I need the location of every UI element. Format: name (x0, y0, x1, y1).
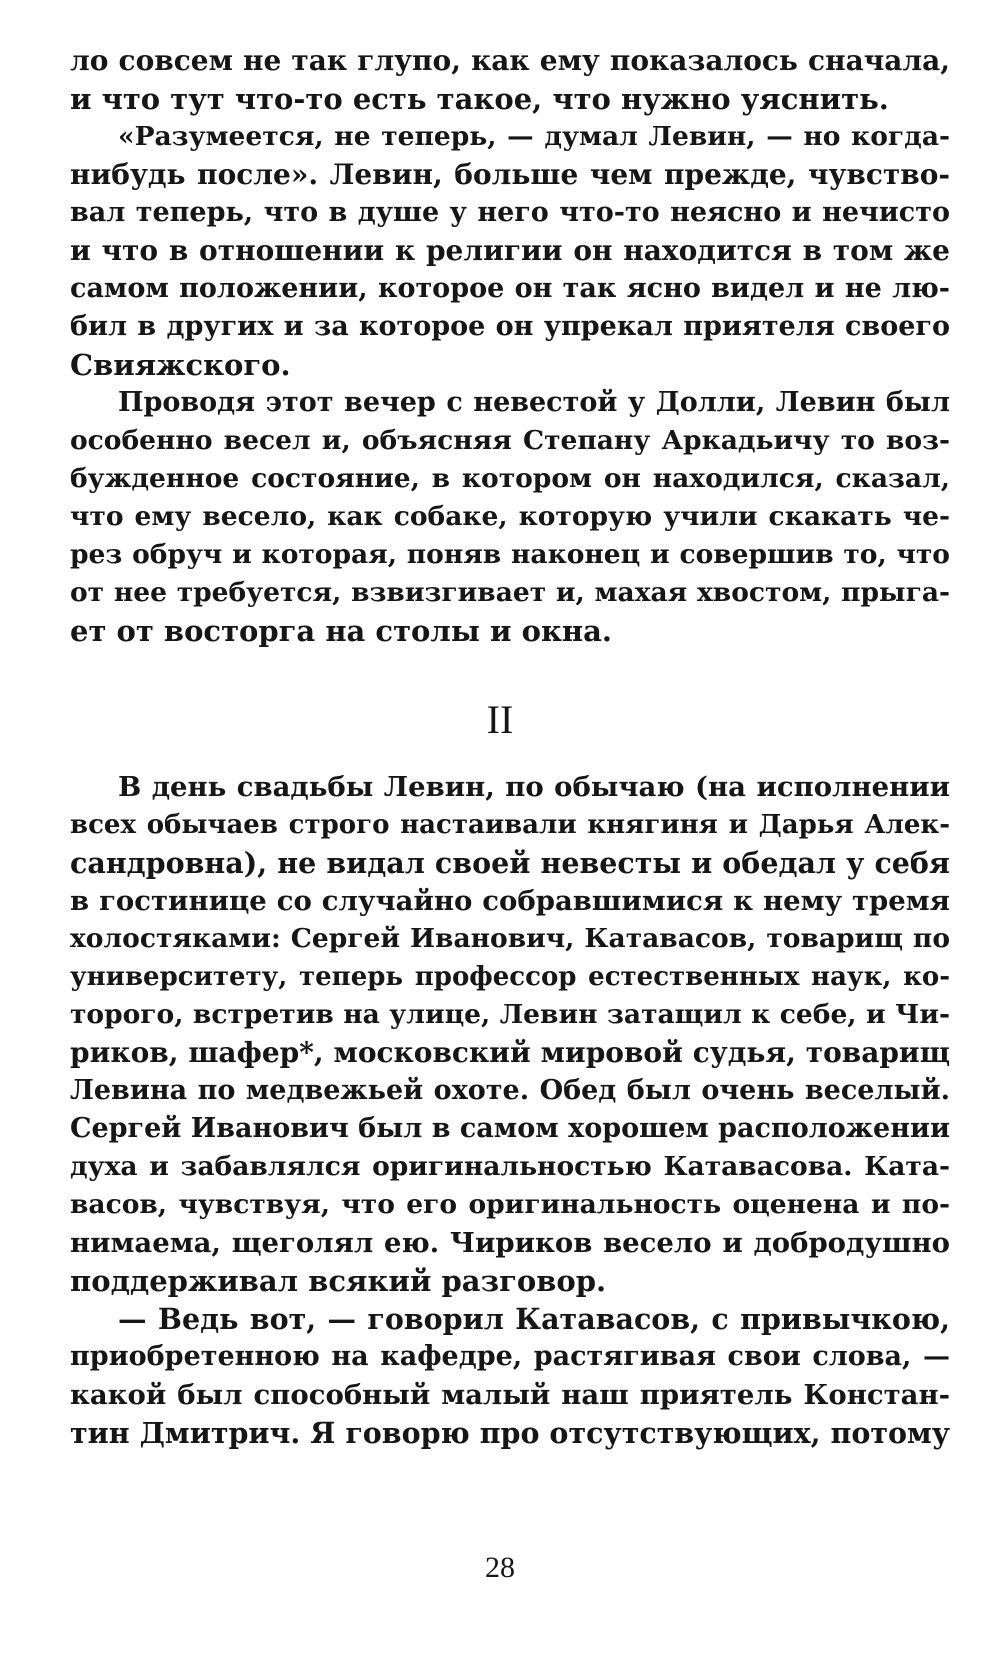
text-line: сандровна), не видал своей невесты и обедал у себя (70, 846, 950, 880)
text-line: Проводя этот вечер с невестой у Долли, Левин был (118, 387, 950, 418)
text-line: какой был способный малый наш приятель Констан- (70, 1379, 950, 1411)
text-line: торого, встретив на улице, Левин затащил к себе, и Чи- (70, 999, 950, 1030)
text-line: духа и забавлялся оригинальностью Катавасова. Ката- (70, 1151, 950, 1182)
text-line: поддерживал всякий разговор. (70, 1264, 607, 1298)
text-line: и что в отношении к религии он находится в том же (70, 234, 950, 267)
text-line: В день свадьбы Левин, по обычаю (на исполнении (118, 771, 950, 803)
text-line: нимаема, щеголял ею. Чириков весело и добродушно (70, 1227, 950, 1259)
text-line: ло совсем не так глупо, как ему показалось сначала, (70, 44, 950, 77)
text-line: и что тут что-то есть такое, что нужно уяснить. (70, 82, 889, 116)
text-line: приобретенною на кафедре, растягивая свои слова, — (70, 1341, 950, 1372)
text-line: риков, шафер*, московский мировой судья, товарищ (70, 1036, 950, 1069)
text-line: «Разумеется, не теперь, — думал Левин, — но когда- (118, 121, 950, 152)
bottom-text-block (70, 768, 950, 1452)
text-line: бужденное состояние, в котором он находился, сказал, (70, 463, 950, 494)
text-line: в гостинице со случайно собравшимися к нему тремя (70, 885, 950, 917)
text-line: Свияжского. (70, 348, 291, 382)
text-line: бил в других и за которое он упрекал приятеля своего (70, 311, 950, 342)
text-line: университету, теперь профессор естественных наук, ко- (70, 962, 950, 992)
page-number: 28 (485, 1551, 515, 1584)
text-line: вал теперь, что в душе у него что-то неясно и нечисто (70, 197, 950, 228)
text-line: ет от восторга на столы и окна. (70, 614, 613, 648)
chapter-heading: II (486, 697, 514, 742)
text-line: Левина по медвежьей охоте. Обед был очень веселый. (70, 1075, 950, 1106)
text-line: рез обруч и которая, поняв наконец и совершив то, что (70, 539, 950, 570)
text-line: тин Дмитрич. Я говорю про отсутствующих, потому (70, 1416, 950, 1450)
text-line: холостяками: Сергей Иванович, Катавасов, товарищ по (70, 923, 950, 954)
text-line: — Ведь вот, — говорил Катавасов, с привычкою, (118, 1302, 950, 1336)
text-line: нибудь после». Левин, больше чем прежде, чувство- (70, 158, 950, 191)
text-line: от нее требуется, взвизгивает и, махая хвостом, прыга- (70, 577, 950, 608)
text-line: всех обычаев строго настаивали княгиня и Дарья Алек- (70, 810, 950, 840)
top-text-block (70, 42, 950, 650)
text-line: что ему весело, как собаке, которую учили скакать че- (70, 501, 950, 532)
text-line: особенно весел и, объясняя Степану Аркадьичу то воз- (70, 425, 950, 456)
text-line: Сергей Иванович был в самом хорошем расположении (70, 1113, 951, 1144)
text-line: васов, чувствуя, что его оригинальность оценена и по- (70, 1189, 950, 1220)
text-line: самом положении, которое он так ясно видел и не лю- (70, 273, 950, 304)
